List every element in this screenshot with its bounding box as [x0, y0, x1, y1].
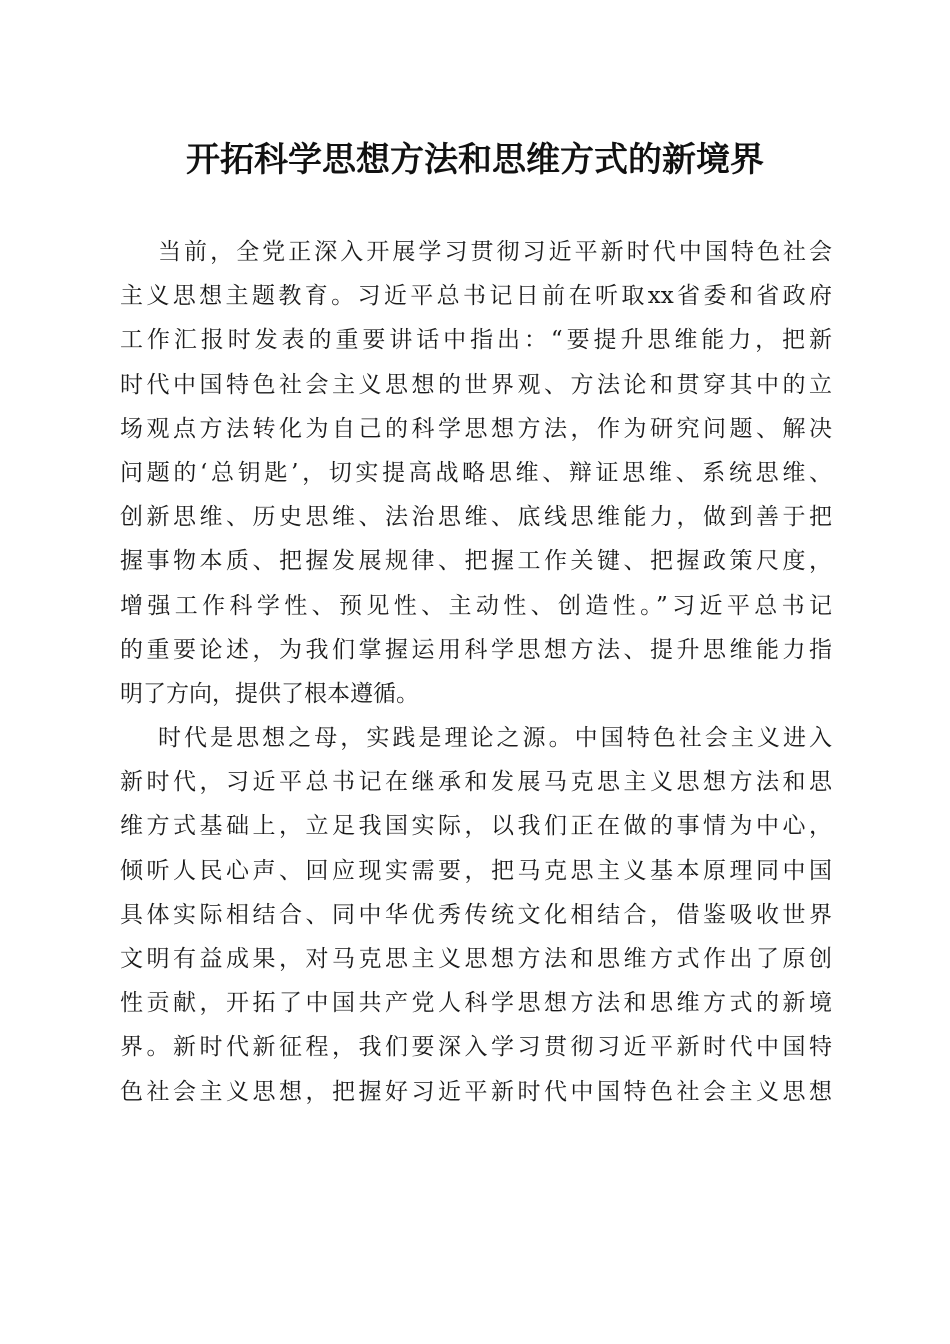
paragraph-line: 主义思想主题教育。习近平总书记日前在听取xx省委和省政府	[120, 283, 832, 310]
paragraph-line: 界。新时代新征程，我们要深入学习贯彻习近平新时代中国特	[120, 1034, 832, 1061]
paragraph-line: 具体实际相结合、同中华优秀传统文化相结合，借鉴吸收世界	[120, 901, 832, 928]
paragraph-line: 增强工作科学性、预见性、主动性、创造性。”习近平总书记	[120, 592, 832, 619]
paragraph-2	[120, 716, 832, 1114]
paragraph-line: 新时代，习近平总书记在继承和发展马克思主义思想方法和思	[120, 769, 832, 796]
paragraph-line: 工作汇报时发表的重要讲话中指出：“要提升思维能力，把新	[120, 327, 832, 354]
paragraph-line: 握事物本质、把握发展规律、把握工作关键、把握政策尺度，	[120, 548, 832, 575]
paragraph-line: 当前，全党正深入开展学习贯彻习近平新时代中国特色社会	[158, 239, 832, 265]
document-body	[120, 230, 832, 1114]
paragraph-line: 创新思维、历史思维、法治思维、底线思维能力，做到善于把	[120, 504, 832, 531]
paragraph-line: 时代中国特色社会主义思想的世界观、方法论和贯穿其中的立	[120, 371, 832, 398]
paragraph-line: 时代是思想之母，实践是理论之源。中国特色社会主义进入	[158, 725, 832, 752]
paragraph-1	[120, 230, 832, 716]
paragraph-line: 场观点方法转化为自己的科学思想方法，作为研究问题、解决	[120, 415, 832, 442]
paragraph-line: 文明有益成果，对马克思主义思想方法和思维方式作出了原创	[120, 946, 832, 972]
paragraph-line: 色社会主义思想，把握好习近平新时代中国特色社会主义思想	[120, 1078, 832, 1105]
paragraph-line: 明了方向，提供了根本遵循。	[120, 680, 419, 707]
paragraph-line: 的重要论述，为我们掌握运用科学思想方法、提升思维能力指	[120, 636, 832, 663]
document-title: 开拓科学思想方法和思维方式的新境界	[186, 140, 764, 180]
paragraph-line: 维方式基础上，立足我国实际，以我们正在做的事情为中心，	[120, 813, 832, 840]
paragraph-line: 性贡献，开拓了中国共产党人科学思想方法和思维方式的新境	[120, 990, 832, 1017]
paragraph-line: 倾听人民心声、回应现实需要，把马克思主义基本原理同中国	[120, 857, 832, 884]
paragraph-line: 问题的‘总钥匙’，切实提高战略思维、辩证思维、系统思维、	[120, 459, 832, 486]
